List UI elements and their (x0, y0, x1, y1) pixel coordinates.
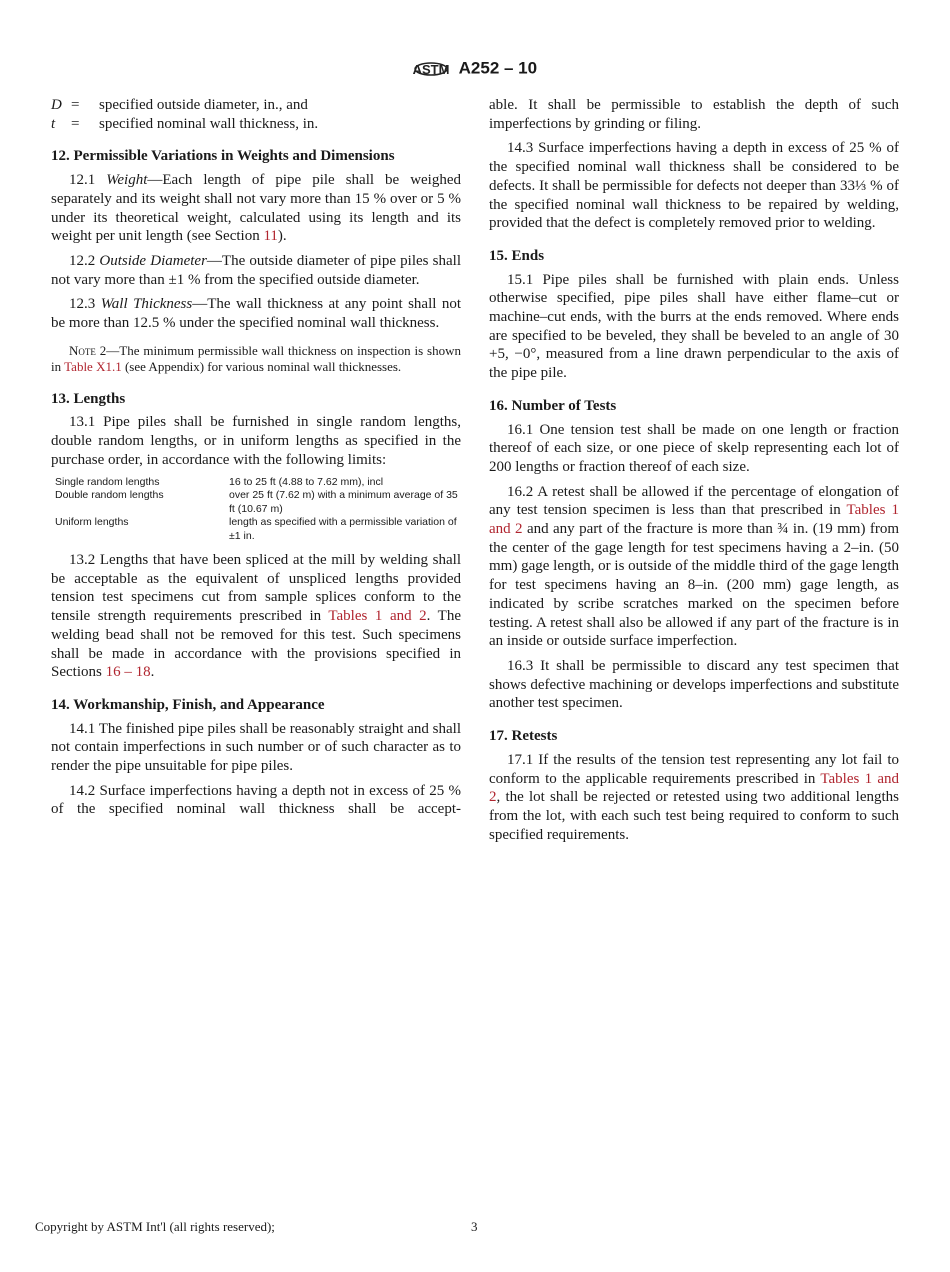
cell: Single random lengths (55, 475, 160, 488)
para-16-1: 16.1 One tension test shall be made on one length or fraction thereof of each size, or one piece of skelp representing each lot of 200 lengths or fraction thereof of each size. (489, 421, 899, 475)
right-column (489, 96, 899, 850)
section-17-heading: 17. Retests (489, 728, 558, 745)
definition-D (51, 96, 461, 115)
para-12-1 (51, 171, 461, 246)
para-17-1 (489, 751, 899, 845)
text: , the lot shall be rejected or retested using two additional lengths from the lot, with each such test being required to conform to such specified requirements. (489, 789, 899, 843)
para-13-2 (51, 551, 461, 682)
num: 12.2 (69, 252, 100, 269)
text: 16.2 A retest shall be allowed if the percentage of elongation of any test tension specimen is less than that prescribed in (489, 483, 899, 519)
para-16-3: 16.3 It shall be permissible to discard any test specimen that shows defective machining or develops imperfections and substitute another test specimen. (489, 657, 899, 712)
term: Weight (106, 172, 148, 189)
length-limits-table (55, 476, 461, 544)
cell: Double random lengths (55, 489, 164, 502)
astm-logo-icon (413, 56, 449, 82)
cell: length as specified with a permissible variation of ±1 in. (229, 516, 457, 542)
cell: 16 to 25 ft (4.88 to 7.62 mm), incl (229, 475, 384, 488)
equals: = (71, 115, 80, 132)
section-12-heading: 12. Permissible Variations in Weights and Dimensions (51, 148, 395, 165)
para-14-1: 14.1 The finished pipe piles shall be reasonably straight and shall not contain imperfections in such number or of such character as to render the pipe unsuitable for pipe piles. (51, 720, 461, 775)
text: . The welding bead shall not be removed for this test. Such specimens shall be made in accordance with the provisions specified in Sections (51, 608, 462, 681)
section-13-heading: 13. Lengths (51, 390, 126, 407)
text: —Each length of pipe pile shall be weighed separately and its weight shall not vary more than 15 % over or 5 % under its theoretical weight, calculated using its length and its weight per unit length (see Section (51, 172, 462, 245)
text: (see Appendix) for various nominal wall thicknesses. (121, 359, 402, 375)
left-column (51, 96, 461, 825)
table-row (55, 476, 461, 490)
definition-text: specified outside diameter, in., and (99, 97, 308, 113)
text: —The wall thickness at any point shall not be more than 12.5 % under the specified nominal wall thickness. (51, 296, 461, 332)
text: 2—The minimum permissible wall thickness on inspection is shown in (51, 342, 461, 375)
cell: Uniform lengths (55, 516, 129, 529)
para-13-1: 13.1 Pipe piles shall be furnished in single random lengths, double random lengths, or in uniform lengths as specified in the purchase order, in accordance with the following limits: (51, 414, 461, 468)
text: 17.1 If the results of the tension test representing any lot fail to conform to the applicable requirements prescribed in (489, 751, 899, 787)
num: 12.3 (69, 296, 101, 313)
section-link[interactable]: 11 (263, 228, 278, 245)
designation: A252 – 10 (458, 58, 538, 78)
term: Wall Thickness (100, 296, 193, 313)
tables-link[interactable]: Tables 1 and 2 (489, 770, 900, 806)
section-15-heading: 15. Ends (489, 247, 545, 264)
para-14-3: 14.3 Surface imperfections having a depth in excess of 25 % of the specified nominal wall thickness shall be considered to be defects. It shall be permissible for defects not deeper than 33⅓ % of the specified nominal wall thickness to be repaired by welding, provided that the defect is completely removed prior to welding. (489, 140, 899, 232)
tables-link[interactable]: Tables 1 and 2 (489, 502, 900, 538)
text: and any part of the fracture is more than ¾ in. (19 mm) from the center of the gage length for test specimens having a 2–in. (50 mm) gage length, or is outside of the middle third of the gage length for test specimens having an 8–in. (200 mm) gage length, as indicated by scribe scratches marked on the specimen before testing. A retest shall also be allowed if any part of the fracture is in an inside or outside surface imperfection. (489, 521, 899, 650)
note-2 (51, 343, 461, 376)
page-number: 3 (471, 1219, 478, 1234)
section-14-heading: 14. Workmanship, Finish, and Appearance (51, 696, 325, 713)
section-16-heading: 16. Number of Tests (489, 397, 617, 414)
svg-text:ASTM: ASTM (412, 62, 449, 77)
symbol: t (51, 115, 56, 132)
para-14-2-start: 14.2 Surface imperfections having a depth not in excess of 25 % of the specified nominal wall thickness shall be accept- (51, 782, 461, 818)
para-14-2-cont: able. It shall be permissible to establish the depth of such imperfections by grinding or filing. (489, 97, 899, 132)
text: 13.2 Lengths that have been spliced at the mill by welding shall be acceptable as the equivalent of unspliced lengths provided tension test specimens cut from sample splices conform to the tensile strength requirements prescribed in (51, 552, 461, 625)
text: . (150, 664, 155, 681)
definition-t (51, 115, 461, 134)
table-row (55, 489, 461, 516)
page-header (0, 56, 950, 82)
term: Outside Diameter (99, 252, 207, 269)
equals: = (71, 97, 80, 113)
num: 12.1 (69, 172, 107, 189)
para-16-2 (489, 483, 899, 651)
copyright-footer: Copyright by ASTM Int'l (all rights reserved); (35, 1219, 275, 1234)
symbol: D (51, 97, 62, 113)
definition-text: specified nominal wall thickness, in. (99, 115, 319, 132)
para-12-3 (51, 295, 461, 332)
para-15-1: 15.1 Pipe piles shall be furnished with plain ends. Unless otherwise specified, pipe piles shall have either flame–cut or machine–cut ends, with the burrs at the ends removed. Where ends are specified to be beveled, they shall be beveled to an angle of 30 +5, −0°, measured from a line drawn perpendicular to the axis of the pipe pile. (489, 271, 899, 382)
sections-link[interactable]: 16 – 18 (105, 664, 151, 681)
table-row (55, 516, 461, 543)
text: ). (277, 228, 287, 245)
table-link[interactable]: Table X1.1 (64, 359, 122, 375)
tables-link[interactable]: Tables 1 and 2 (328, 608, 427, 625)
cell: over 25 ft (7.62 m) with a minimum average of 35 ft (10.67 m) (229, 489, 458, 515)
note-label: Note (69, 342, 96, 358)
para-12-2 (51, 252, 461, 289)
text: —The outside diameter of pipe piles shall not vary more than ±1 % from the specified outside diameter. (51, 252, 461, 288)
